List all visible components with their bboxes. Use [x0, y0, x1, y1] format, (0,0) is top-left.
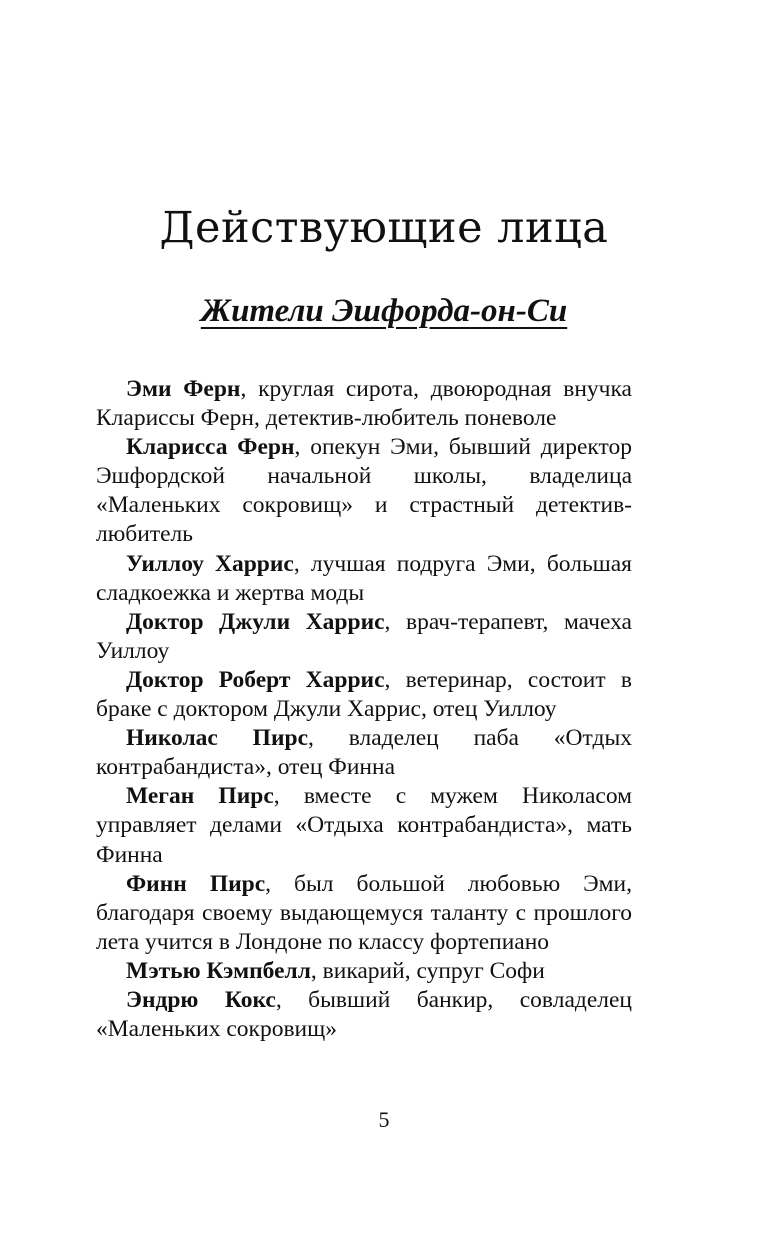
character-name: Мэтью Кэмпбелл [126, 957, 311, 984]
character-description: , викарий, супруг Софи [310, 957, 545, 984]
section-subtitle: Жители Эшфорда-он-Си [200, 293, 568, 329]
character-description: , был большой любовью Эми, благодаря своему выдающемуся таланту с прошлого лета учится в Лондоне по классу фортепиано [96, 870, 632, 955]
character-entry [96, 782, 632, 869]
character-entry [96, 986, 632, 1044]
character-name: Меган Пирс [126, 783, 274, 810]
character-entry [96, 550, 632, 608]
character-entry [96, 870, 632, 957]
character-name: Кларисса Ферн [126, 434, 295, 461]
character-description: , ветеринар, состоит в браке с доктором Джули Харрис, отец Уиллоу [96, 666, 632, 723]
character-name: Доктор Роберт Харрис [126, 666, 385, 693]
character-entry [96, 957, 632, 986]
character-entry [96, 433, 632, 549]
character-description: , владелец паба «Отдых контрабандиста», отец Финна [96, 725, 632, 781]
character-description: , вместе с мужем Николасом управляет делами «Отдыха контрабандиста», мать Финна [96, 783, 632, 868]
character-description: , опекун Эми, бывший директор Эшфордской начальной школы, владелица «Маленьких сокровищ» и страстный детектив-любитель [96, 434, 632, 548]
character-description: , круглая сирота, двоюродная внучка Клариссы Ферн, детектив-любитель поневоле [96, 376, 632, 432]
character-list [96, 375, 632, 1044]
character-entry [96, 375, 632, 433]
character-name: Эми Ферн [126, 376, 241, 402]
character-name: Финн Пирс [126, 870, 266, 897]
character-name: Уиллоу Харрис [126, 550, 294, 577]
character-description: , врач-терапевт, мачеха Уиллоу [96, 608, 632, 664]
character-name: Эндрю Кокс [126, 986, 276, 1013]
character-entry [96, 608, 632, 666]
character-name: Доктор Джули Харрис [126, 608, 385, 635]
character-description: , лучшая подруга Эми, большая сладкоежка и жертва моды [96, 550, 632, 606]
page-number: 5 [378, 1107, 390, 1132]
character-entry [96, 724, 632, 782]
character-name: Николас Пирс [126, 725, 308, 752]
page-title: Действующие лица [159, 203, 609, 253]
character-entry [96, 666, 632, 724]
character-description: , бывший банкир, совладелец «Маленьких сокровищ» [96, 986, 632, 1043]
